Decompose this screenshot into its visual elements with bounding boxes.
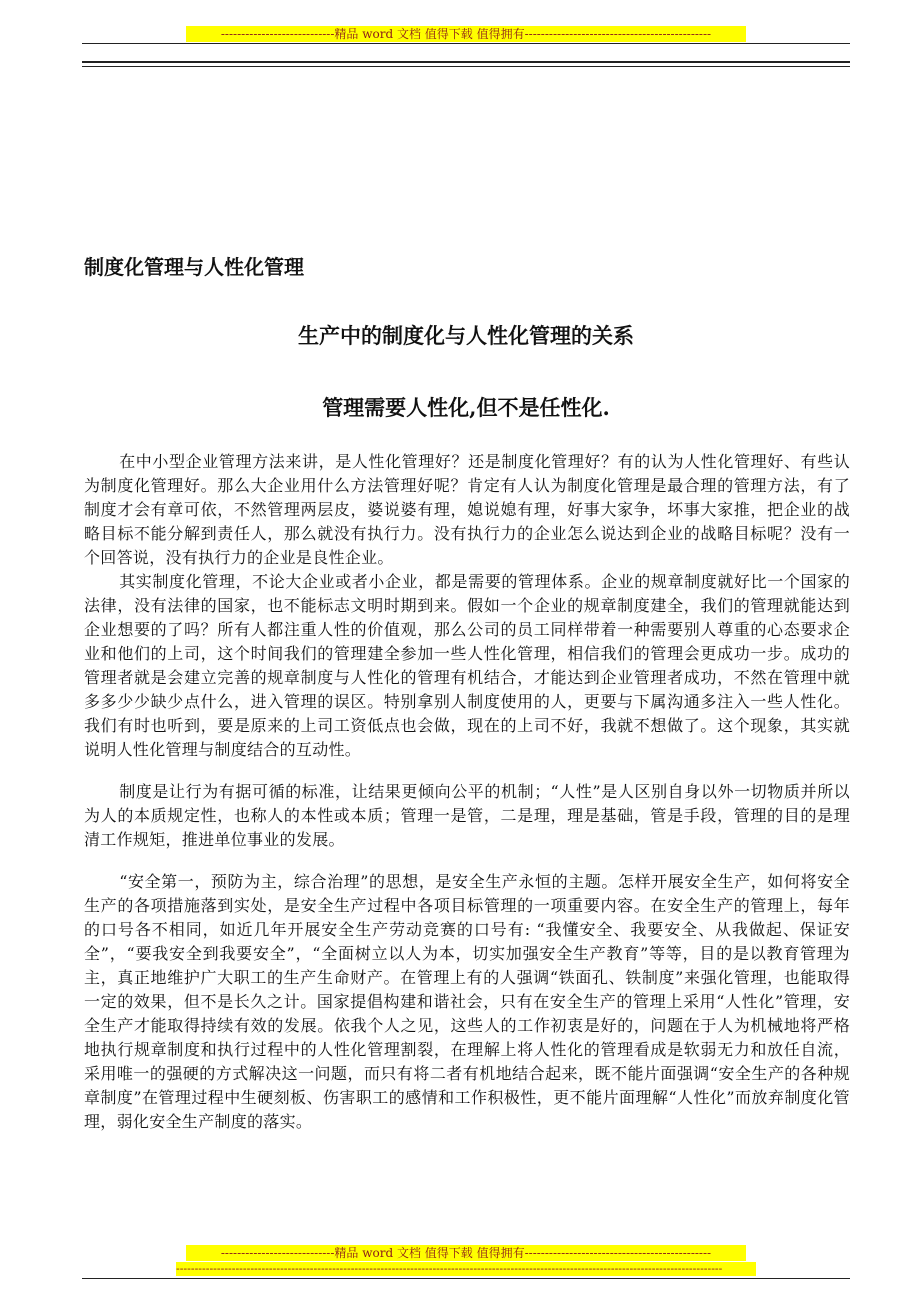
header-double-rule-thin [82,66,850,67]
body-paragraph-1: 在中小型企业管理方法来讲，是人性化管理好？还是制度化管理好？有的认为人性化管理好、有些认为制度化管理好。那么大企业用什么方法管理好呢？肯定有人认为制度化管理是最合理的管理方法，有了制度才会有章可依，不然管理两层皮，婆说婆有理，媳说媳有理，好事大家争，坏事大家推，把企业的战略目标不能分解到责任人，那么就没有执行力。没有执行力的企业怎么说达到企业的战略目标呢？没有一个回答说，没有执行力的企业是良性企业。 [84,452,850,567]
footer-dash-line: --------------------------------------------------------------------------------------------------------------------------------------------------- [176,1262,756,1276]
document-subtitle: 生产中的制度化与人性化管理的关系 [298,323,634,348]
header-banner: ----------------------------精品 word 文档 值得下载 值得拥有---------------------------------------------- [186,26,746,42]
document-body [84,450,850,1134]
body-paragraph-3: 制度是让行为有据可循的标准，让结果更倾向公平的机制；“人性”是人区别自身以外一切物质并所以为人的本质规定性，也称人的本性或本质；管理一是管，二是理，理是基础，管是手段，管理的目的是理清工作规矩，推进单位事业的发展。 [84,782,850,849]
header-rule [82,43,850,44]
footer-banner: ----------------------------精品 word 文档 值得下载 值得拥有---------------------------------------------- [186,1245,746,1261]
footer-rule [82,1278,850,1279]
document-heading: 制度化管理与人性化管理 [84,255,304,279]
body-paragraph-4: “安全第一，预防为主，综合治理”的思想，是安全生产永恒的主题。怎样开展安全生产，如何将安全生产的各项措施落到实处，是安全生产过程中各项目标管理的一项重要内容。在安全生产的管理上，每年的口号各不相同，如近几年开展安全生产劳动竞赛的口号有: “我懂安全、我要安全、从我做起、保证安全”，“要我安全到我要安全”，“全面树立以人为本，切实加强安全生产教育”等等，目的是以教育管理为主，真正地维护广大职工的生产生命财产。在管理上有的人强调“铁面孔、铁制度”来强化管理，也能取得一定的效果，但不是长久之计。国家提倡构建和谐社会，只有在安全生产的管理上采用“人性化”管理，安全生产才能取得持续有效的发展。依我个人之见，这些人的工作初衷是好的，问题在于人为机械地将严格地执行规章制度和执行过程中的人性化管理割裂，在理解上将人性化的管理看成是软弱无力和放任自流，采用唯一的强硬的方式解决这一问题，而只有将二者有机地结合起来，既不能片面强调“安全生产的各种规章制度”在管理过程中生硬刻板、伤害职工的感情和工作积极性，更不能片面理解“人性化”而放弃制度化管理，弱化安全生产制度的落实。 [84,872,850,1131]
document-tagline: 管理需要人性化,但不是任性化. [322,395,610,420]
body-paragraph-2: 其实制度化管理，不论大企业或者小企业，都是需要的管理体系。企业的规章制度就好比一个国家的法律，没有法律的国家，也不能标志文明时期到来。假如一个企业的规章制度建全，我们的管理就能达到企业想要的了吗？所有人都注重人性的价值观，那么公司的员工同样带着一种需要别人尊重的心态要求企业和他们的上司，这个时间我们的管理建全参加一些人性化管理，相信我们的管理会更成功一步。成功的管理者就是会建立完善的规章制度与人性化的管理有机结合，才能达到企业管理者成功，不然在管理中就多多少少缺少点什么，进入管理的误区。特别拿别人制度使用的人，更要与下属沟通多注入一些人性化。我们有时也听到，要是原来的上司工资低点也会做，现在的上司不好，我就不想做了。这个现象，其实就说明人性化管理与制度结合的互动性。 [84,572,850,759]
header-double-rule-thick [82,61,850,63]
